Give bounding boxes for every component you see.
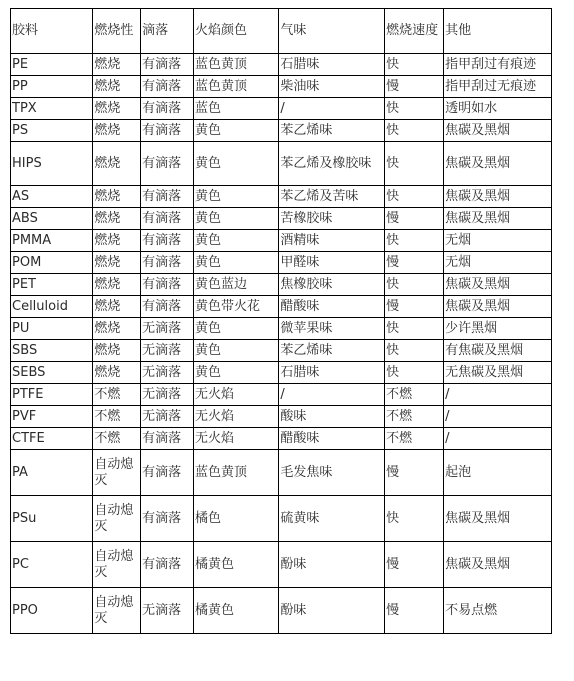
cell-material: PMMA: [11, 230, 93, 252]
cell-material: POM: [11, 252, 93, 274]
cell-other: 不易点燃: [444, 588, 552, 634]
cell-flame-color: 黄色: [194, 142, 279, 186]
table-row: [11, 252, 552, 274]
cell-burn-speed: 快: [385, 340, 444, 362]
cell-dripping: 无滴落: [141, 318, 194, 340]
cell-flame-color: 黄色: [194, 362, 279, 384]
cell-dripping: 有滴落: [141, 450, 194, 496]
cell-flammability: 自动熄灭: [93, 496, 141, 542]
table-row: [11, 362, 552, 384]
cell-burn-speed: 快: [385, 318, 444, 340]
cell-burn-speed: 快: [385, 98, 444, 120]
table-row: [11, 186, 552, 208]
cell-odor: 苯乙烯味: [279, 340, 385, 362]
header-burn-speed: 燃烧速度: [385, 9, 444, 54]
cell-other: 焦碳及黑烟: [444, 120, 552, 142]
cell-flame-color: 黄色: [194, 230, 279, 252]
cell-other: 少许黑烟: [444, 318, 552, 340]
cell-other: 焦碳及黑烟: [444, 542, 552, 588]
cell-dripping: 有滴落: [141, 208, 194, 230]
table-row: [11, 428, 552, 450]
cell-other: 指甲刮过无痕迹: [444, 76, 552, 98]
cell-flammability: 不燃: [93, 406, 141, 428]
header-flame-color: 火焰颜色: [194, 9, 279, 54]
table-row: [11, 450, 552, 496]
cell-other: /: [444, 384, 552, 406]
cell-odor: 焦橡胶味: [279, 274, 385, 296]
table-row: [11, 208, 552, 230]
cell-burn-speed: 快: [385, 186, 444, 208]
cell-other: 透明如水: [444, 98, 552, 120]
table-row: [11, 340, 552, 362]
cell-dripping: 无滴落: [141, 406, 194, 428]
cell-other: 焦碳及黑烟: [444, 296, 552, 318]
cell-flame-color: 蓝色黄顶: [194, 54, 279, 76]
cell-dripping: 无滴落: [141, 340, 194, 362]
cell-odor: 苯乙烯及苦味: [279, 186, 385, 208]
cell-odor: 酸味: [279, 406, 385, 428]
header-flammability: 燃烧性: [93, 9, 141, 54]
cell-odor: 苦橡胶味: [279, 208, 385, 230]
cell-flammability: 燃烧: [93, 318, 141, 340]
cell-odor: 微苹果味: [279, 318, 385, 340]
cell-flame-color: 黄色: [194, 120, 279, 142]
cell-flame-color: 蓝色黄顶: [194, 450, 279, 496]
cell-material: TPX: [11, 98, 93, 120]
cell-dripping: 有滴落: [141, 496, 194, 542]
cell-dripping: 有滴落: [141, 252, 194, 274]
cell-burn-speed: 慢: [385, 542, 444, 588]
cell-other: 焦碳及黑烟: [444, 496, 552, 542]
plastic-burn-test-table: [10, 8, 552, 634]
cell-burn-speed: 快: [385, 496, 444, 542]
cell-material: PTFE: [11, 384, 93, 406]
cell-burn-speed: 快: [385, 230, 444, 252]
cell-other: 焦碳及黑烟: [444, 142, 552, 186]
cell-flame-color: 黄色: [194, 340, 279, 362]
cell-dripping: 有滴落: [141, 120, 194, 142]
cell-flammability: 自动熄灭: [93, 588, 141, 634]
cell-flame-color: 黄色: [194, 318, 279, 340]
header-dripping: 滴落: [141, 9, 194, 54]
cell-burn-speed: 快: [385, 142, 444, 186]
table-row: [11, 318, 552, 340]
cell-material: PSu: [11, 496, 93, 542]
cell-odor: 毛发焦味: [279, 450, 385, 496]
table-row: [11, 76, 552, 98]
cell-burn-speed: 慢: [385, 296, 444, 318]
cell-odor: 酚味: [279, 542, 385, 588]
cell-flame-color: 橘黄色: [194, 542, 279, 588]
cell-other: 无焦碳及黑烟: [444, 362, 552, 384]
cell-flame-color: 无火焰: [194, 406, 279, 428]
cell-burn-speed: 不燃: [385, 406, 444, 428]
cell-flame-color: 黄色带火花: [194, 296, 279, 318]
table-row: [11, 384, 552, 406]
cell-flammability: 燃烧: [93, 142, 141, 186]
cell-other: 焦碳及黑烟: [444, 208, 552, 230]
cell-burn-speed: 不燃: [385, 384, 444, 406]
cell-material: AS: [11, 186, 93, 208]
cell-flame-color: 无火焰: [194, 428, 279, 450]
cell-other: 有焦碳及黑烟: [444, 340, 552, 362]
cell-burn-speed: 快: [385, 362, 444, 384]
cell-flame-color: 橘色: [194, 496, 279, 542]
cell-material: SEBS: [11, 362, 93, 384]
cell-flammability: 不燃: [93, 384, 141, 406]
cell-flammability: 燃烧: [93, 340, 141, 362]
cell-other: /: [444, 406, 552, 428]
cell-burn-speed: 不燃: [385, 428, 444, 450]
cell-burn-speed: 慢: [385, 252, 444, 274]
cell-material: PET: [11, 274, 93, 296]
cell-odor: 醋酸味: [279, 296, 385, 318]
table-row: [11, 120, 552, 142]
cell-material: PVF: [11, 406, 93, 428]
cell-material: ABS: [11, 208, 93, 230]
cell-odor: 苯乙烯及橡胶味: [279, 142, 385, 186]
cell-burn-speed: 快: [385, 274, 444, 296]
cell-burn-speed: 快: [385, 120, 444, 142]
table-row: [11, 142, 552, 186]
cell-material: SBS: [11, 340, 93, 362]
cell-flammability: 自动熄灭: [93, 542, 141, 588]
table-row: [11, 588, 552, 634]
cell-other: /: [444, 428, 552, 450]
cell-flame-color: 蓝色: [194, 98, 279, 120]
cell-dripping: 有滴落: [141, 230, 194, 252]
cell-flame-color: 橘黄色: [194, 588, 279, 634]
cell-other: 无烟: [444, 230, 552, 252]
cell-other: 起泡: [444, 450, 552, 496]
cell-other: 指甲刮过有痕迹: [444, 54, 552, 76]
cell-material: PPO: [11, 588, 93, 634]
cell-odor: 石腊味: [279, 54, 385, 76]
table-row: [11, 296, 552, 318]
cell-odor: 酚味: [279, 588, 385, 634]
cell-flammability: 燃烧: [93, 76, 141, 98]
cell-flammability: 燃烧: [93, 274, 141, 296]
cell-flammability: 燃烧: [93, 296, 141, 318]
cell-flammability: 燃烧: [93, 120, 141, 142]
cell-material: PE: [11, 54, 93, 76]
cell-burn-speed: 慢: [385, 450, 444, 496]
header-other: 其他: [444, 9, 552, 54]
cell-dripping: 有滴落: [141, 98, 194, 120]
cell-odor: /: [279, 384, 385, 406]
cell-flame-color: 无火焰: [194, 384, 279, 406]
cell-odor: 硫黄味: [279, 496, 385, 542]
cell-odor: 甲醛味: [279, 252, 385, 274]
cell-material: PC: [11, 542, 93, 588]
cell-dripping: 有滴落: [141, 542, 194, 588]
cell-flammability: 燃烧: [93, 54, 141, 76]
cell-flammability: 燃烧: [93, 252, 141, 274]
table-row: [11, 274, 552, 296]
cell-odor: 苯乙烯味: [279, 120, 385, 142]
header-odor: 气味: [279, 9, 385, 54]
cell-material: CTFE: [11, 428, 93, 450]
cell-burn-speed: 快: [385, 54, 444, 76]
table-row: [11, 542, 552, 588]
cell-flame-color: 黄色: [194, 208, 279, 230]
header-material: 胶料: [11, 9, 93, 54]
cell-dripping: 无滴落: [141, 588, 194, 634]
header-row: [11, 9, 552, 54]
cell-odor: 柴油味: [279, 76, 385, 98]
cell-odor: /: [279, 98, 385, 120]
cell-flammability: 自动熄灭: [93, 450, 141, 496]
cell-odor: 醋酸味: [279, 428, 385, 450]
cell-dripping: 有滴落: [141, 296, 194, 318]
cell-flammability: 燃烧: [93, 98, 141, 120]
cell-flame-color: 黄色蓝边: [194, 274, 279, 296]
cell-dripping: 有滴落: [141, 54, 194, 76]
cell-dripping: 有滴落: [141, 274, 194, 296]
table-row: [11, 406, 552, 428]
table-row: [11, 496, 552, 542]
cell-flame-color: 黄色: [194, 186, 279, 208]
cell-burn-speed: 慢: [385, 588, 444, 634]
cell-other: 无烟: [444, 252, 552, 274]
cell-material: HIPS: [11, 142, 93, 186]
cell-material: PS: [11, 120, 93, 142]
cell-flammability: 燃烧: [93, 186, 141, 208]
cell-dripping: 有滴落: [141, 186, 194, 208]
cell-other: 焦碳及黑烟: [444, 186, 552, 208]
cell-flammability: 燃烧: [93, 208, 141, 230]
cell-flammability: 燃烧: [93, 230, 141, 252]
cell-dripping: 无滴落: [141, 362, 194, 384]
cell-dripping: 有滴落: [141, 428, 194, 450]
cell-material: PA: [11, 450, 93, 496]
cell-burn-speed: 慢: [385, 208, 444, 230]
cell-flame-color: 黄色: [194, 252, 279, 274]
cell-other: 焦碳及黑烟: [444, 274, 552, 296]
cell-odor: 酒精味: [279, 230, 385, 252]
table-row: [11, 98, 552, 120]
cell-flame-color: 蓝色黄顶: [194, 76, 279, 98]
cell-flammability: 燃烧: [93, 362, 141, 384]
cell-dripping: 有滴落: [141, 76, 194, 98]
cell-flammability: 不燃: [93, 428, 141, 450]
table-row: [11, 54, 552, 76]
cell-dripping: 无滴落: [141, 384, 194, 406]
cell-dripping: 有滴落: [141, 142, 194, 186]
cell-material: Celluloid: [11, 296, 93, 318]
table-row: [11, 230, 552, 252]
cell-material: PU: [11, 318, 93, 340]
cell-odor: 石腊味: [279, 362, 385, 384]
cell-burn-speed: 慢: [385, 76, 444, 98]
cell-material: PP: [11, 76, 93, 98]
